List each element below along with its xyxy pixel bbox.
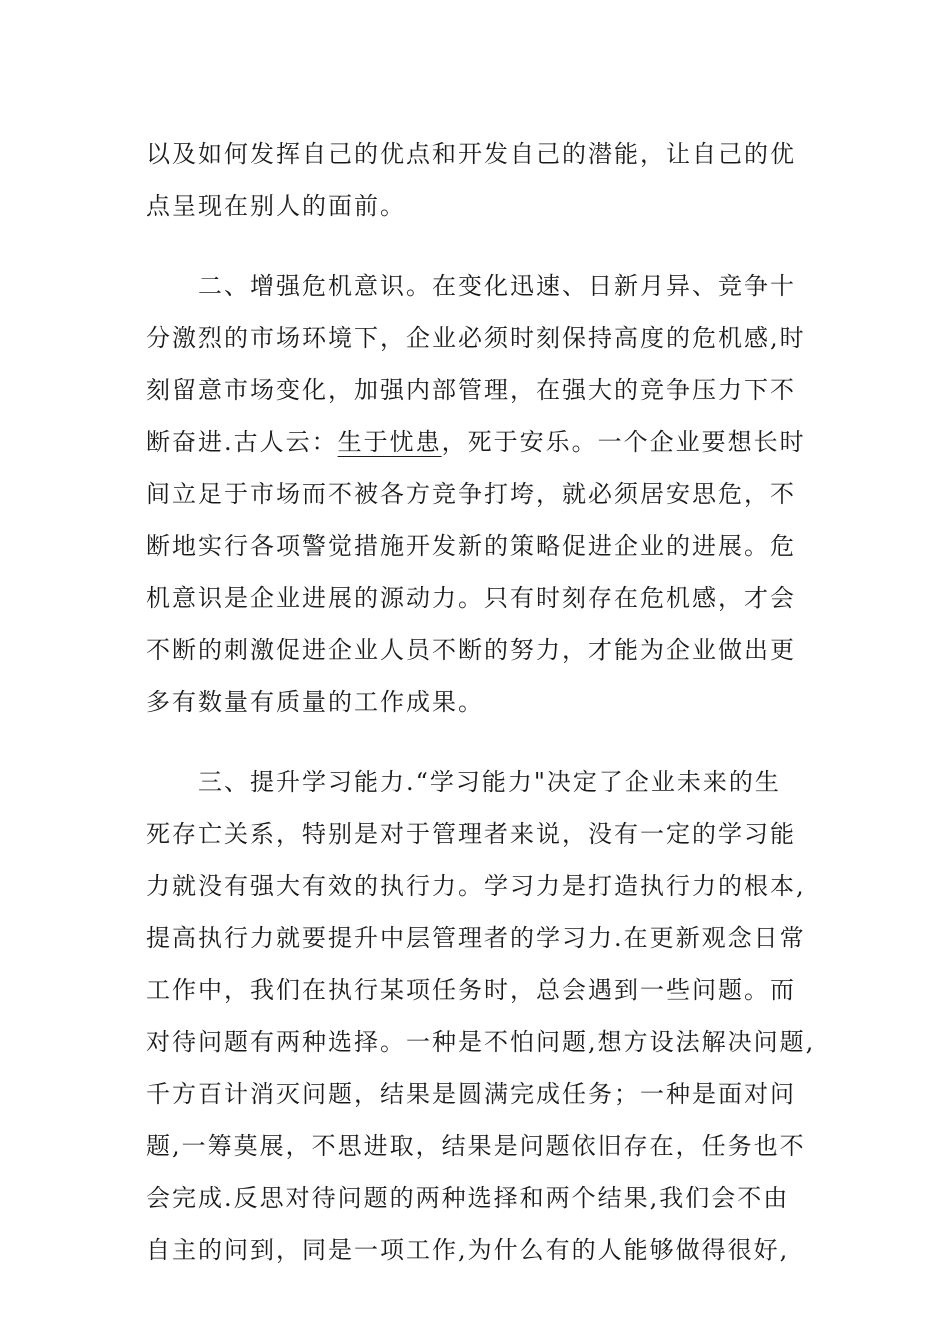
text-line: 点呈现在别人的面前。 <box>146 192 406 220</box>
paragraph-1 <box>146 128 826 232</box>
text-line: 力就没有强大有效的执行力。学习力是打造执行力的根本, <box>146 872 806 900</box>
text-segment: ，死于安乐。一个企业要想长时 <box>441 428 806 456</box>
text-line: 对待问题有两种选择。一种是不怕问题,想方设法解决问题, <box>146 1028 816 1056</box>
text-line: 机意识是企业进展的源动力。只有时刻存在危机感，才会 <box>146 584 796 612</box>
text-line: 二、增强危机意识。在变化迅速、日新月异、竞争十 <box>146 272 796 300</box>
text-line: 工作中，我们在执行某项任务时，总会遇到一些问题。而 <box>146 976 796 1004</box>
text-line: 刻留意市场变化，加强内部管理，在强大的竞争压力下不 <box>146 376 796 404</box>
text-line: 多有数量有质量的工作成果。 <box>146 688 484 716</box>
paragraph-2 <box>146 260 826 728</box>
text-line: 分激烈的市场环境下，企业必须时刻保持高度的危机感,时 <box>146 324 806 352</box>
text-line: 自主的问到，同是一项工作,为什么有的人能够做得很好, <box>146 1236 790 1264</box>
text-line: 会完成.反思对待问题的两种选择和两个结果,我们会不由 <box>146 1184 790 1212</box>
underlined-phrase: 生于忧患 <box>337 428 442 456</box>
text-line: 三、提升学习能力.“学习能力"决定了企业未来的生 <box>146 768 781 796</box>
text-line: 间立足于市场而不被各方竞争打垮，就必须居安思危，不 <box>146 480 796 508</box>
text-line: 断地实行各项警觉措施开发新的策略促进企业的进展。危 <box>146 532 796 560</box>
text-line: 题,一筹莫展，不思进取，结果是问题依旧存在，任务也不 <box>146 1132 806 1160</box>
text-line: 以及如何发挥自己的优点和开发自己的潜能，让自己的优 <box>146 140 796 168</box>
document-page <box>146 128 826 1276</box>
text-segment: 断奋进.古人云： <box>146 428 338 456</box>
text-line: 千方百计消灭问题，结果是圆满完成任务；一种是面对问 <box>146 1080 796 1108</box>
paragraph-3 <box>146 756 826 1276</box>
text-line: 提高执行力就要提升中层管理者的学习力.在更新观念日常 <box>146 924 806 952</box>
text-line <box>146 416 826 468</box>
text-line: 不断的刺激促进企业人员不断的努力，才能为企业做出更 <box>146 636 796 664</box>
text-line: 死存亡关系，特别是对于管理者来说，没有一定的学习能 <box>146 820 796 848</box>
